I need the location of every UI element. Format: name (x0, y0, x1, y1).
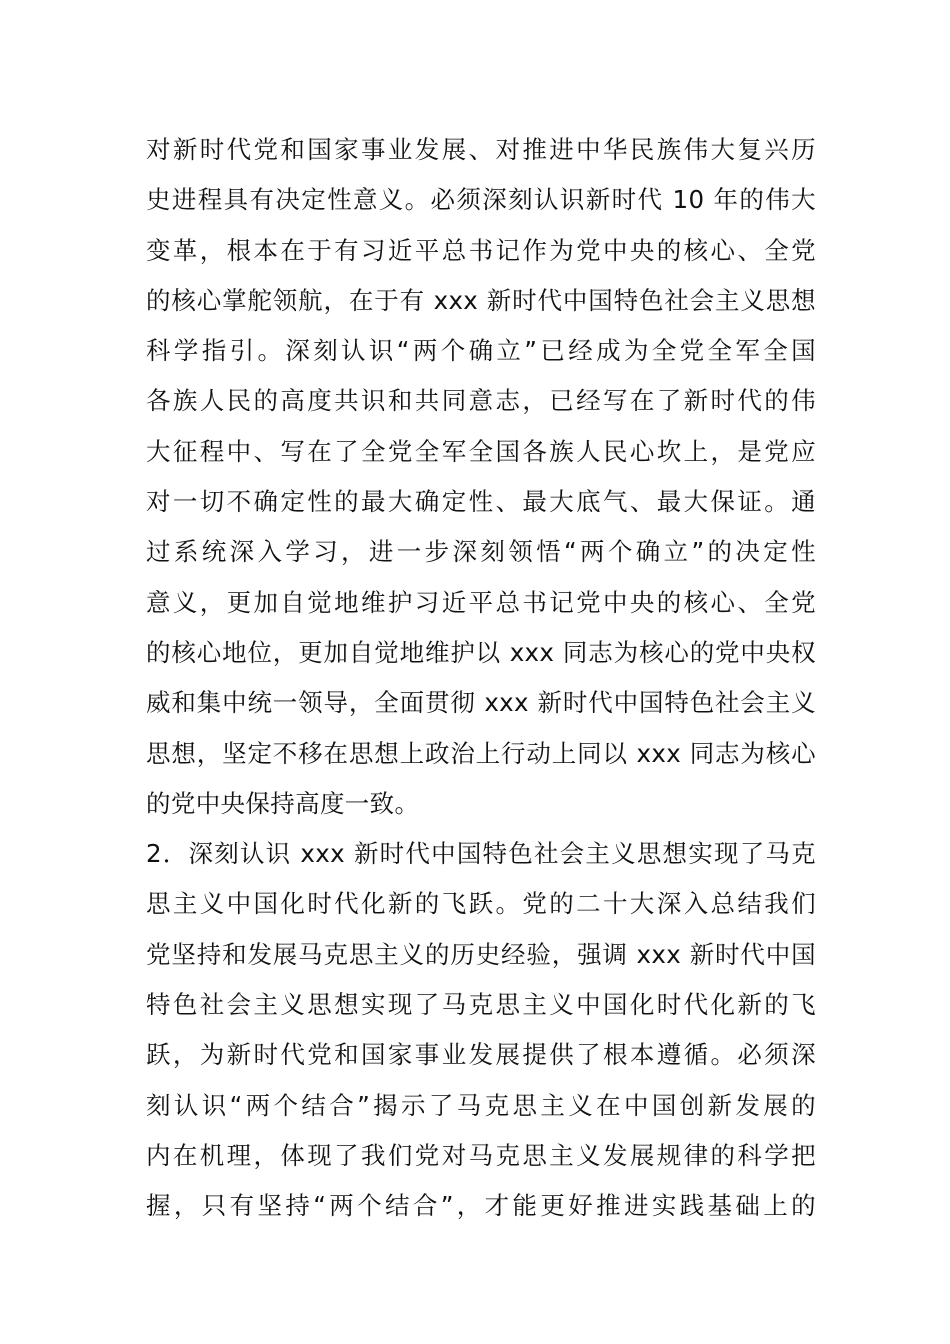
text-line: 对新时代党和国家事业发展、对推进中华民族伟大复兴历 (146, 135, 816, 164)
text-line: 史进程具有决定性意义。必须深刻认识新时代 10 年的伟大 (146, 185, 816, 215)
text-line: 跃，为新时代党和国家事业发展提供了根本遵循。必须深 (146, 1040, 816, 1070)
text-line: 刻认识“两个结合”揭示了马克思主义在中国创新发展的 (146, 1090, 816, 1120)
paragraph-1 (146, 125, 816, 829)
text-line: 的党中央保持高度一致。 (146, 788, 420, 818)
text-line: 党坚持和发展马克思主义的历史经验，强调 xxx 新时代中国 (146, 939, 816, 969)
text-line: 握，只有坚持“两个结合”，才能更好推进实践基础上的 (146, 1191, 816, 1221)
text-line: 大征程中、写在了全党全军全国各族人民心坎上，是党应 (146, 436, 816, 466)
text-line: 意义，更加自觉地维护习近平总书记党中央的核心、全党 (146, 587, 816, 617)
document-body (146, 125, 816, 1232)
text-line: 2．深刻认识 xxx 新时代中国特色社会主义思想实现了马克 (146, 839, 816, 869)
text-line: 对一切不确定性的最大确定性、最大底气、最大保证。通 (146, 487, 816, 517)
text-line: 的核心掌舵领航，在于有 xxx 新时代中国特色社会主义思想 (146, 285, 816, 315)
text-line: 变革，根本在于有习近平总书记作为党中央的核心、全党 (146, 235, 816, 265)
text-line: 特色社会主义思想实现了马克思主义中国化时代化新的飞 (146, 990, 816, 1020)
paragraph-2 (146, 829, 816, 1231)
text-line: 思想，坚定不移在思想上政治上行动上同以 xxx 同志为核心 (146, 738, 816, 768)
text-line: 的核心地位，更加自觉地维护以 xxx 同志为核心的党中央权 (146, 637, 816, 667)
text-line: 过系统深入学习，进一步深刻领悟“两个确立”的决定性 (146, 537, 816, 567)
text-line: 各族人民的高度共识和共同意志，已经写在了新时代的伟 (146, 386, 816, 416)
text-line: 思主义中国化时代化新的飞跃。党的二十大深入总结我们 (146, 889, 816, 919)
text-line: 内在机理，体现了我们党对马克思主义发展规律的科学把 (146, 1140, 816, 1170)
text-line: 科学指引。深刻认识“两个确立”已经成为全党全军全国 (146, 336, 816, 366)
text-line: 威和集中统一领导，全面贯彻 xxx 新时代中国特色社会主义 (146, 688, 816, 718)
